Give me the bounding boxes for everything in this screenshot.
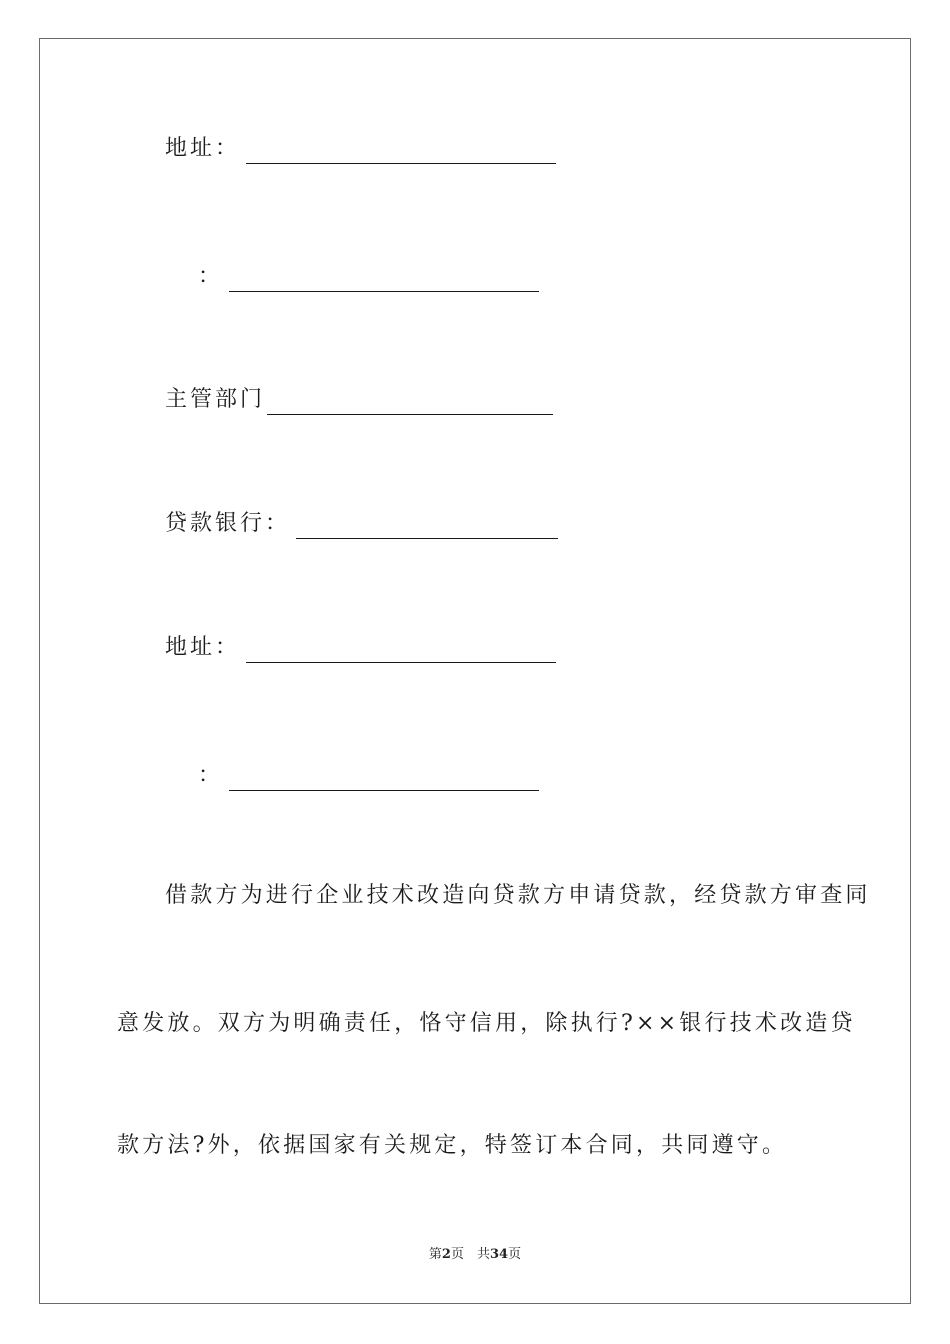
- department-field: [165, 385, 553, 415]
- contact-blank-1[interactable]: [229, 269, 539, 292]
- address-blank-1[interactable]: [246, 141, 556, 164]
- lender-bank-label: 贷款银行：: [165, 511, 291, 536]
- contact-label-2: ：: [198, 763, 224, 788]
- address-blank-2[interactable]: [246, 640, 556, 663]
- contact-field-2: [198, 761, 539, 791]
- address-label-2: 地址：: [165, 635, 241, 660]
- contact-label-1: ：: [198, 264, 224, 289]
- lender-bank-blank[interactable]: [296, 516, 558, 539]
- paragraph-line-1: 借款方为进行企业技术改造向贷款方申请贷款，经贷款方审查同: [165, 883, 871, 908]
- page-frame: [39, 38, 911, 1304]
- footer-mid: 页 共: [450, 1247, 490, 1262]
- address-field-1: [165, 134, 556, 164]
- paragraph-line-3: 款方法?外，依据国家有关规定，特签订本合同，共同遵守。: [117, 1133, 788, 1158]
- contact-blank-2[interactable]: [229, 768, 539, 791]
- address-field-2: [165, 633, 556, 663]
- address-label-1: 地址：: [165, 136, 241, 161]
- current-page-number: 2: [441, 1247, 451, 1262]
- paragraph-line-2: 意发放。双方为明确责任，恪守信用，除执行?××银行技术改造贷: [117, 1011, 856, 1036]
- page-footer: [0, 1246, 950, 1264]
- contact-field-1: [198, 262, 539, 292]
- footer-suffix: 页: [508, 1247, 522, 1262]
- lender-bank-field: [165, 509, 558, 539]
- department-blank[interactable]: [267, 392, 553, 415]
- total-page-number: 34: [489, 1247, 509, 1262]
- footer-prefix: 第: [428, 1247, 442, 1262]
- department-label: 主管部门: [165, 387, 266, 412]
